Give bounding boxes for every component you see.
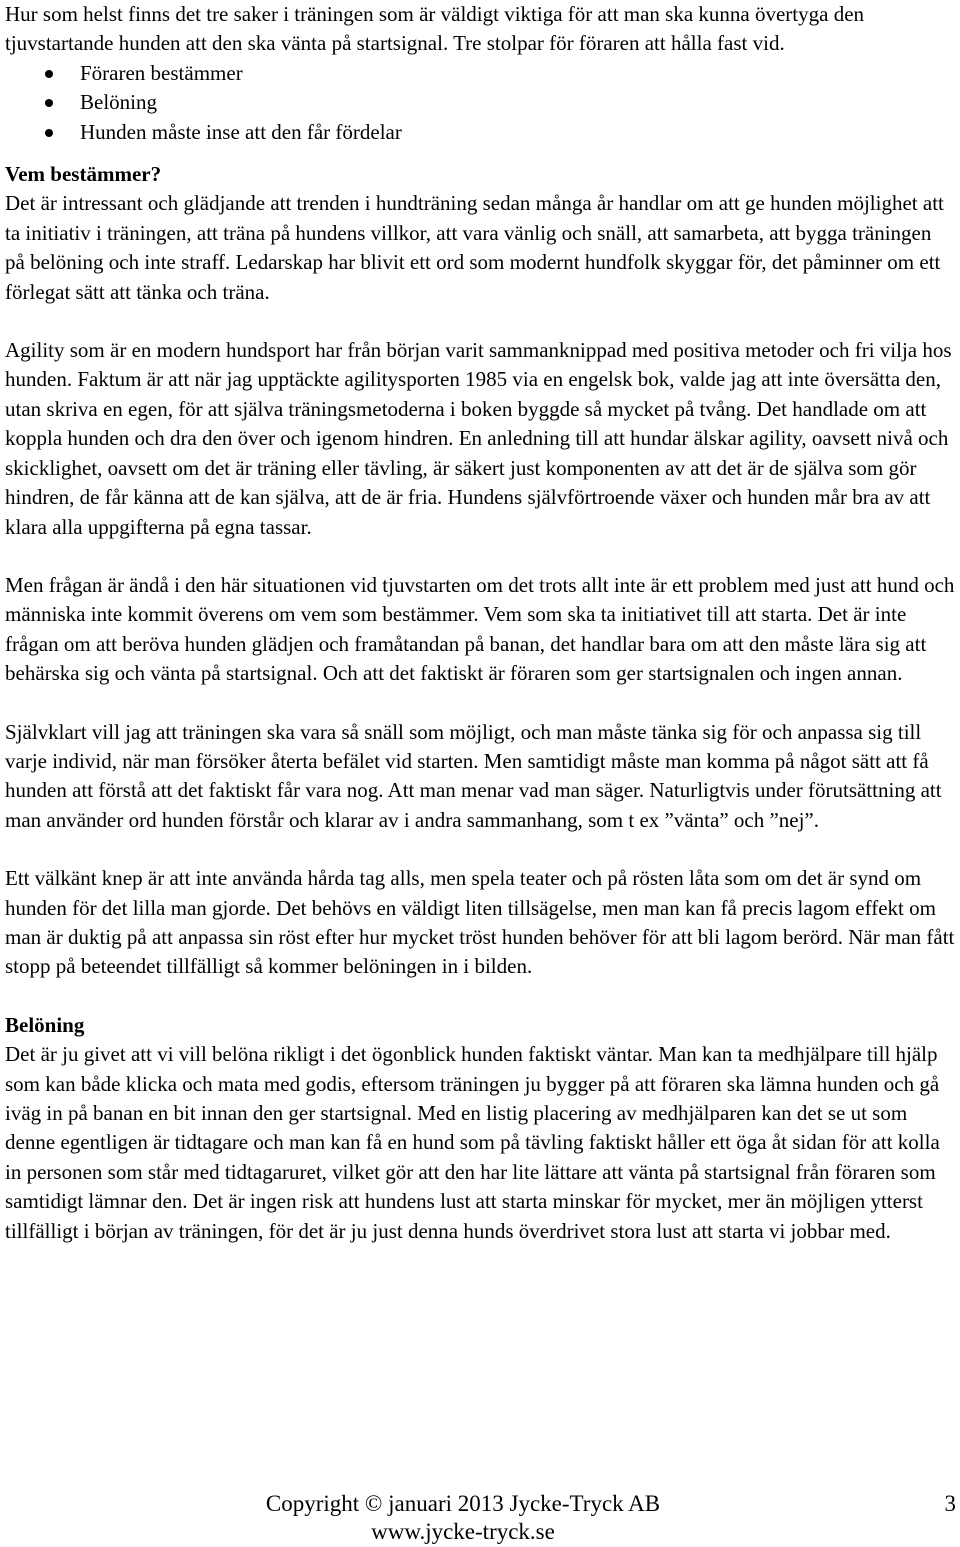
bullet-icon [45,129,53,137]
body-paragraph: Ett välkänt knep är att inte använda hårda tag alls, men spela teater och på rösten låta som om det är synd om hunden för det lilla man gjorde. Det behövs en väldigt liten tillsägelse, men man kan få precis lagom effekt om man är duktig på att anpassa sin röst efter hur mycket tröst hunden behöver för att bli lagom berörd. När man fått stopp på beteendet tillfälligt så kommer belöningen in i bilden. [5,866,955,979]
section-heading-beloning: Belöning [5,1012,85,1037]
body-paragraph: Agility som är en modern hundsport har från början varit sammanknippad med positiva metoder och fri vilja hos hunden. Faktum är att när jag upptäckte agilitysporten 1985 via en engelsk bok, valde jag att inte översätta den, utan skriva en egen, för att själva träningsmetoderna i boken byggde så mycket på tvång. Det handlade om att koppla hunden och dra den över och igenom hindren. En anledning till att hundar älskar agility, oavsett nivå och skicklighet, oavsett om det är träning eller tävling, är säkert just komponenten av att det är de själva som gör hindren, de får känna att de kan själva, att de är fria. Hundens självförtroende växer och hunden mår bra av att klara alla uppgifterna på egna tassar. [5,338,952,539]
list-item [5,59,955,88]
list-item [5,88,955,117]
copyright-text: Copyright © januari 2013 Jycke-Tryck AB [265,1491,661,1516]
body-paragraph: Självklart vill jag att träningen ska vara så snäll som möjligt, och man måste tänka sig för och anpassa sig till varje individ, när man försöker återta befälet vid starten. Men samtidigt måste man komma på något sätt att få hunden att förstå att det faktiskt får vara nog. Att man menar vad man säger. Naturligtvis under förutsättning att man använder ord hunden förstår och klarar av i andra sammanhang, som t ex ”vänta” och ”nej”. [5,719,942,832]
page-number: 3 [944,1491,956,1516]
list-item-text: Belöning [80,90,157,115]
bullet-icon [45,70,53,78]
intro-paragraph: Hur som helst finns det tre saker i träningen som är väldigt viktiga för att man ska kunna övertyga den tjuvstartande hunden att den ska vänta på startsignal. Tre stolpar för föraren att hålla fast vid. [5,2,865,56]
bullet-icon [45,99,53,107]
list-item-text: Föraren bestämmer [80,60,243,85]
document-page [5,0,955,1246]
section-heading-vem-bestammer: Vem bestämmer? [5,162,162,187]
list-item [5,118,955,147]
page-footer [0,1488,960,1547]
body-paragraph: Det är ju givet att vi vill belöna rikligt i det ögonblick hunden faktiskt väntar. Man kan ta medhjälpare till hjälp som kan både klicka och mata med godis, eftersom träningen ju bygger på att föraren ska lämna hunden och gå iväg in på banan en bit innan den ger startsignal. Med en listig placering av medhjälparen kan det se ut som denne egentligen är tidtagare och man kan få en hund som på tävling faktiskt håller ett öga åt sidan för att kolla in personen som står med tidtagaruret, vilket gör att den har lite lättare att vänta på startsignal från föraren som samtidigt lämnar den. Det är ingen risk att hundens lust att starta minskar för mycket, mer än möjligen ytterst tillfälligt i början av träningen, för det är ju just denna hunds överdrivet stora lust att starta vi jobbar med. [5,1042,940,1243]
list-item-text: Hunden måste inse att den får fördelar [80,119,402,144]
body-paragraph: Det är intressant och glädjande att trenden i hundträning sedan många år handlar om att ge hunden möjlighet att ta initiativ i träningen, att träna på hundens villkor, att vara vänlig och snäll, att samarbeta, att bygga träningen på belöning och inte straff. Ledarskap har blivit ett ord som modernt hundfolk skyggar för, det påminner om ett förlegat sätt att tänka och träna. [5,191,944,304]
pillars-list [5,59,955,147]
website-text: www.jycke-tryck.se [371,1519,555,1544]
body-paragraph: Men frågan är ändå i den här situationen vid tjuvstarten om det trots allt inte är ett problem med just att hund och människa inte kommit överens om vem som bestämmer. Vem som ska ta initiativet till att starta. Det är inte frågan om att beröva hunden glädjen och framåtandan på banan, det handlar bara om att den måste lära sig att behärska sig och vänta på startsignal. Och att det faktiskt är föraren som ger startsignalen och ingen annan. [5,572,955,686]
